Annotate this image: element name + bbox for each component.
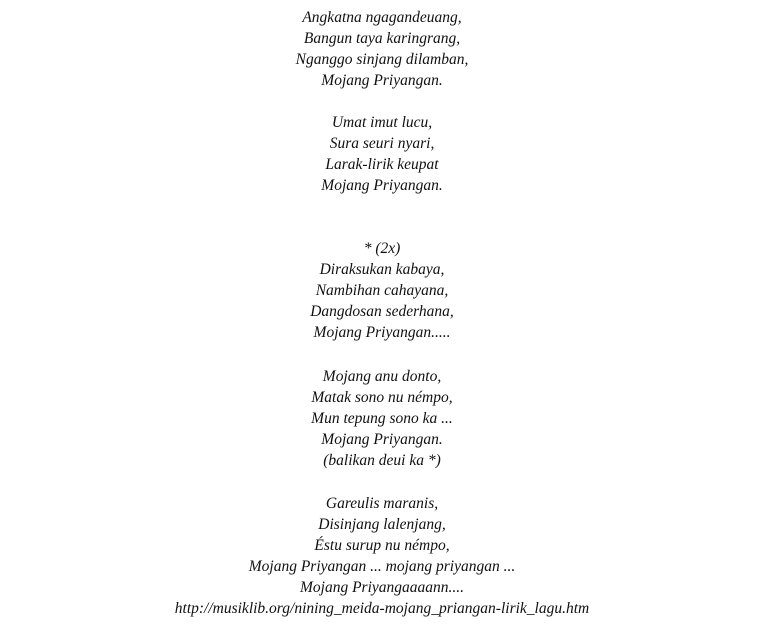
lyric-line: Angkatna ngagandeuang, <box>302 9 462 26</box>
lyric-line: Éstu surup nu némpo, <box>314 537 450 554</box>
lyric-line: Umat imut lucu, <box>331 114 433 131</box>
lyric-line: Mojang Priyangan. <box>321 72 443 89</box>
lyric-line: Mojang Priyangan ... mojang priyangan ... <box>248 558 516 575</box>
chorus-marker: * (2x) <box>363 240 401 257</box>
lyric-line: Dangdosan sederhana, <box>310 303 454 320</box>
lyric-line: Larak-lirik keupat <box>325 156 439 173</box>
lyric-line: Gareulis maranis, <box>325 495 439 512</box>
source-url: http://musiklib.org/nining_meida-mojang_priangan-lirik_lagu.htm <box>174 600 590 617</box>
lyric-line: Nganggo sinjang dilamban, <box>295 51 469 68</box>
lyric-line: Diraksukan kabaya, <box>319 261 445 278</box>
lyric-line: Matak sono nu némpo, <box>311 389 453 406</box>
lyric-line: Mojang Priyangan. <box>321 431 443 448</box>
lyric-line: Mojang anu donto, <box>322 368 442 385</box>
lyric-line: Mojang Priyangan..... <box>313 324 451 341</box>
lyric-line: Sura seuri nyari, <box>329 135 435 152</box>
lyric-line: Mojang Priyangan. <box>321 177 443 194</box>
lyric-line: Bangun taya karingrang, <box>303 30 461 47</box>
lyric-line: Disinjang lalenjang, <box>318 516 446 533</box>
lyric-line: Mun tepung sono ka ... <box>311 410 453 427</box>
lyric-line: Mojang Priyangaaaann.... <box>299 579 465 596</box>
lyric-line: Nambihan cahayana, <box>315 282 449 299</box>
repeat-instruction: (balikan deui ka *) <box>323 452 441 469</box>
